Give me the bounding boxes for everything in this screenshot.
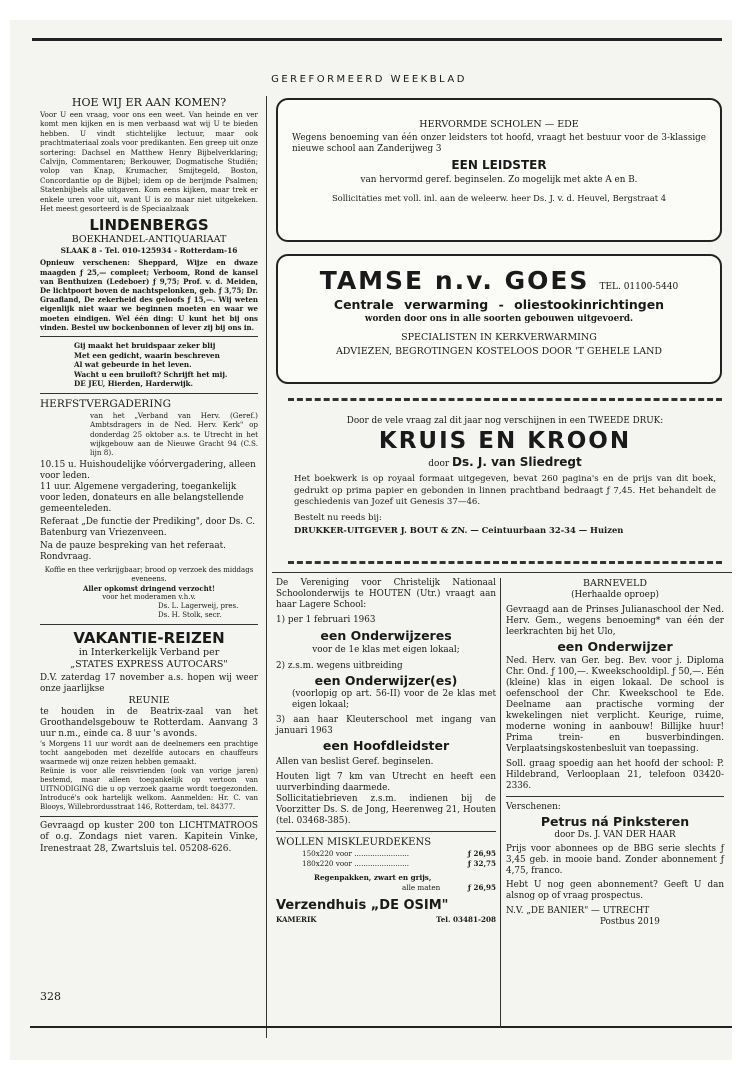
wol-title: WOLLEN MISKLEURDEKENS <box>276 837 432 848</box>
ede-requirements: van hervormd geref. beginselen. Zo mogelijk met akte A en B. <box>360 175 638 185</box>
vakantie-p2: te houden in de Beatrix-zaal van het Groothandelsgebouw te Rotterdam. Aanvang 3 uur n.m., einde ca. 8 uur 's avonds. <box>40 706 258 739</box>
herfst-p4: Na de pauze bespreking van het referaat. Rondvraag. <box>40 540 226 562</box>
houten-item2: 2) z.s.m. wegens uitbreiding <box>276 661 403 671</box>
kruis-intro: Door de vele vraag zal dit jaar nog verschijnen in een TWEEDE DRUK: <box>346 416 664 426</box>
wol-regen-sizes: alle maten <box>402 883 441 892</box>
poem-line: Gij maakt het bruidspaar zeker blij <box>74 341 216 351</box>
left-column <box>40 96 258 855</box>
herfst-title: HERFSTVERGADERING <box>40 398 172 411</box>
bottom-rule <box>30 1026 732 1028</box>
ede-apply: Sollicitaties met voll. inl. aan de weleerw. heer Ds. J. v. d. Heuvel, Bergstraat 4 <box>331 193 667 203</box>
herfst-p7: voor het moderamen v.h.v. <box>102 592 196 601</box>
tamse-line3: SPECIALISTEN IN KERKVERWARMING <box>401 332 597 343</box>
lindenbergs-text: Opnieuw verschenen: Sheppard, Wijze en dwaze maagden ƒ 25,— compleet; Verboom, Rond de kansel van Benthuizen (Ledeboer) ƒ 9,75; Prof. v. d. Meiden, De lichtpoort boven de nachtspelonken, geb. ƒ 3,75; Dr. Graafland, De zekerheid des geloofs ƒ 15,—. Wij weten eigenlijk niet waar we beginnen moeten en waar we moeten eindigen. Wel één ding: U kunt het bij ons vinden. Bestel uw bockenbonnen of lever zij bij ons in. <box>40 258 258 332</box>
ad-tamse <box>276 254 722 384</box>
ad-kruis-en-kroon <box>288 398 722 564</box>
divider <box>40 393 258 394</box>
tamse-header <box>292 266 706 296</box>
wol-regen: Regenpakken, zwart en grijs, <box>314 873 432 882</box>
lindenbergs-sub: BOEKHANDEL-ANTIQUARIAAT <box>71 234 227 246</box>
kruis-door: door <box>428 459 450 469</box>
osim-tel: Tel. 03481-208 <box>436 915 496 924</box>
barneveld-town: BARNEVELD <box>583 578 647 589</box>
book-title: Petrus ná Pinksteren <box>540 814 690 829</box>
middle-column <box>276 578 496 924</box>
barneveld-text2: Ned. Herv. van Ger. beg. Bev. voor j. Diploma Chr. Ond. ƒ 100,—. Kweekschooldipl. ƒ 50,—. Eén (kleine) klas in eigen lokaal. De school is oefenschool der Chr. Kweekschool te Ede. Deelname aan practische vorming der kwekelingen niet verplicht. Keurige, ruime, moderne woning in aanbouw! Billijke huur! Prima trein- en busverbindingen. Verplaatsingskostenbesluit van toepassing. <box>506 656 724 754</box>
barneveld-text1: Gevraagd aan de Prinses Julianaschool der Ned. Herv. Gem., wegens benoeming* van één der leerkrachten bij het Ulo, <box>506 605 724 637</box>
wol-size: 150x220 voor ........................ <box>302 849 410 858</box>
herfst-secretary: Ds. H. Stolk, secr. <box>158 610 222 619</box>
wol-regen-row <box>302 883 496 893</box>
divider <box>506 796 724 797</box>
wol-regen-price: ƒ 26,95 <box>467 883 496 892</box>
column-divider-right <box>500 578 501 1028</box>
tamse-name: TAMSE n.v. GOES <box>319 266 590 295</box>
osim-contact <box>276 915 496 924</box>
wol-price: ƒ 26,95 <box>467 849 496 858</box>
book-author: door Ds. J. VAN DER HAAR <box>554 830 676 840</box>
herfst-president: Ds. L. Lagerweij, pres. <box>158 601 239 610</box>
herfst-p2: 11 uur. Algemene vergadering, toegankelijk voor leden, donateurs en alle belangstellende gemeenteleden. <box>40 481 244 514</box>
tamse-line1: Centrale verwarming - oliestookinrichtingen <box>333 297 665 312</box>
herfst-p6: Aller opkomst dringend verzocht! <box>82 583 216 593</box>
herfst-sign <box>40 602 258 620</box>
tamse-tel: TEL. 01100-5440 <box>599 282 679 292</box>
kuster-ad: Gevraagd op kuster 200 ton LICHTMATROOS of o.g. Zondags niet varen. Kapitein Vinke, Irenestraat 28, Zwartsluis tel. 05208-626. <box>40 820 258 854</box>
vakantie-reunie: REUNIE <box>128 694 170 706</box>
divider <box>276 831 496 832</box>
ede-title: HERVORMDE SCHOLEN — EDE <box>419 119 579 130</box>
column-divider <box>266 96 267 1038</box>
banier-name: N.V. „DE BANIER" — UTRECHT <box>506 906 650 916</box>
wol-prices <box>276 849 496 893</box>
houten-location: Houten ligt 7 km van Utrecht en heeft een uurverbinding daarmede. <box>276 772 496 793</box>
poem-line: DE JEU, Hierden, Harderwijk. <box>74 379 194 389</box>
tamse-line4: ADVIEZEN, BEGROTINGEN KOSTELOOS DOOR 'T GEHELE LAND <box>335 346 663 357</box>
wol-row <box>302 859 496 869</box>
vakantie-p4: Reünie is voor alle reisvrienden (ook van vorige jaren) bestemd, maar alleen toegankelijk op vertoon van UITNODIGING die u op verzoek gaarne wordt toegezonden. Introducé's ook hartelijk welkom. Aanmelden: Hr. C. van Blooys, Willebrordusstraat 146, Rotterdam, tel. 84377. <box>40 766 258 811</box>
poem <box>40 341 258 389</box>
houten-desc1: voor de 1e klas met eigen lokaal; <box>312 645 460 655</box>
divider <box>40 624 258 625</box>
ede-role: EEN LEIDSTER <box>451 158 547 172</box>
divider <box>40 816 258 817</box>
houten-item3: 3) aan haar Kleuterschool met ingang van januari 1963 <box>276 715 496 736</box>
wol-price: ƒ 32,75 <box>467 859 496 868</box>
herfst-p5: Koffie en thee verkrijgbaar; brood op verzoek des middags eveneens. <box>44 565 254 583</box>
tamse-line2: worden door ons in alle soorten gebouwen uitgevoerd. <box>364 314 634 324</box>
houten-desc2: (voorlopig op art. 56-II) voor de 2e klas met eigen lokaal; <box>292 689 496 710</box>
vakantie-sub1: in Interkerkelijk Verband per <box>78 646 220 658</box>
vakantie-p3: 's Morgens 11 uur wordt aan de deelnemers een prachtige tocht aangeboden met dezelfde autocars en chauffeurs waarmede wij onze reizen hebben gemaakt. <box>40 739 258 766</box>
houten-soll: Sollicitatiebrieven z.s.m. indienen bij de Voorzitter Ds. S. de Jong, Heerenweg 21, Houten (tel. 03468-385). <box>276 794 496 826</box>
vakantie-sub2: „STATES EXPRESS AUTOCARS" <box>70 658 228 670</box>
lindenbergs-address: SLAAK 8 - Tel. 010-125934 - Rotterdam-16 <box>60 246 238 256</box>
poem-line: Wacht u een bruiloft? Schrijft het mij. <box>74 369 228 379</box>
osim-name: Verzendhuis „DE OSIM" <box>276 898 449 913</box>
ad-ede <box>276 98 722 242</box>
lead-title: HOE WIJ ER AAN KOMEN? <box>71 96 227 109</box>
barneveld-repeat: (Herhaalde oproep) <box>571 590 659 600</box>
barneveld-role: een Onderwijzer <box>557 639 673 654</box>
herfst-intro: van het „Verband van Herv. (Geref.) Ambtsdragers in de Ned. Herv. Kerk" op donderdag 25 oktober a.s. te Utrecht in het wijkgebouw aan de Nieuwe Gracht 94 (C.S. lijn 8). <box>90 411 258 458</box>
divider <box>40 336 258 337</box>
kruis-title: KRUIS EN KROON <box>378 428 632 454</box>
vakantie-p1: D.V. zaterdag 17 november a.s. hopen wij weer onze jaarlijkse <box>40 672 258 694</box>
houten-role2: een Onderwijzer(es) <box>314 673 458 688</box>
right-column <box>506 578 724 928</box>
vakantie-title: VAKANTIE-REIZEN <box>73 628 225 647</box>
book-text: Prijs voor abonnees op de BBG serie slechts ƒ 3,45 geb. in mooie band. Zonder abonnement ƒ 4,75, franco. <box>506 844 724 876</box>
barneveld-text3: Soll. graag spoedig aan het hoofd der school: P. Hildebrand, Verlooplaan 21, telefoon 03420-2336. <box>506 759 724 791</box>
verschenen-label: Verschenen: <box>506 802 561 812</box>
houten-intro: De Vereniging voor Christelijk Nationaal Schoolonderwijs te HOUTEN (Utr.) vraagt aan haar Lagere School: <box>276 578 496 610</box>
wol-size: 180x220 voor ........................ <box>302 859 410 868</box>
running-header: GEREFORMEERD WEEKBLAD <box>271 74 467 85</box>
houten-allen: Allen van beslist Geref. beginselen. <box>276 757 434 767</box>
herfst-p1: 10.15 u. Huishoudelijke vóórvergadering, alleen voor leden. <box>40 459 256 481</box>
lead-text: Voor U een vraag, voor ons een weet. Van heinde en ver komt men kijken en is men verbaasd wat wij U te bieden hebben. U vindt stichtelijke lectuur, maar ook prachtmateriaal zoals voor predikanten. Een greep uit onze sortering: Dachsel en Matthew Henry Bijbelverklaring; Calvijn, Commentaren; Berkouwer, Dogmatische Studiën; volop van Knap, Krumacher, Smijtegeld, Boston, Concordantie op de Bijbel; idem op de berijmde Psalmen; Statenbijbels alle uitgaven. Kom eens kijken, maar trek er enkele uren voor uit, want U is zo maar niet uitgekeken. Het meest gesorteerd is de Speciaalzaak <box>40 110 258 214</box>
kruis-publisher: DRUKKER-UITGEVER J. BOUT & ZN. — Ceintuurbaan 32-34 — Huizen <box>294 524 624 535</box>
houten-role1: een Onderwijzeres <box>320 628 452 643</box>
poem-line: Al wat gebeurde in het leven. <box>74 360 192 370</box>
book-text2: Hebt U nog geen abonnement? Geeft U dan alsnog op of vraag prospectus. <box>506 880 724 901</box>
herfst-p3: Referaat „De functie der Prediking", door Ds. C. Batenburg van Vriezenveen. <box>40 516 256 538</box>
ede-text: Wegens benoeming van één onzer leidsters tot hoofd, vraagt het bestuur voor de 3-klassige nieuwe school aan Zanderijweg 3 <box>292 133 706 154</box>
kruis-text: Het boekwerk is op royaal formaat uitgegeven, bevat 260 pagina's en de prijs van dit boek, gedrukt op prima papier en gebonden in linnen prachtband bedraagt ƒ 7,45. Het behandelt de geschiedenis van Jozef uit Genesis 37—46. <box>294 474 716 507</box>
houten-role3: een Hoofdleidster <box>322 738 450 753</box>
page-number: 328 <box>40 990 61 1003</box>
kruis-order: Bestelt nu reeds bij: <box>294 512 382 523</box>
osim-town: KAMERIK <box>276 915 317 924</box>
top-rule <box>32 38 722 41</box>
houten-item1: 1) per 1 februari 1963 <box>276 615 376 625</box>
section-divider <box>272 572 732 573</box>
lindenbergs-name: LINDENBERGS <box>89 216 209 235</box>
kruis-author: Ds. J. van Sliedregt <box>452 455 582 469</box>
banier-postbus: Postbus 2019 <box>600 917 660 927</box>
wol-row <box>302 849 496 859</box>
poem-line: Met een gedicht, waarin beschreven <box>74 350 220 360</box>
kruis-byline <box>294 455 716 471</box>
